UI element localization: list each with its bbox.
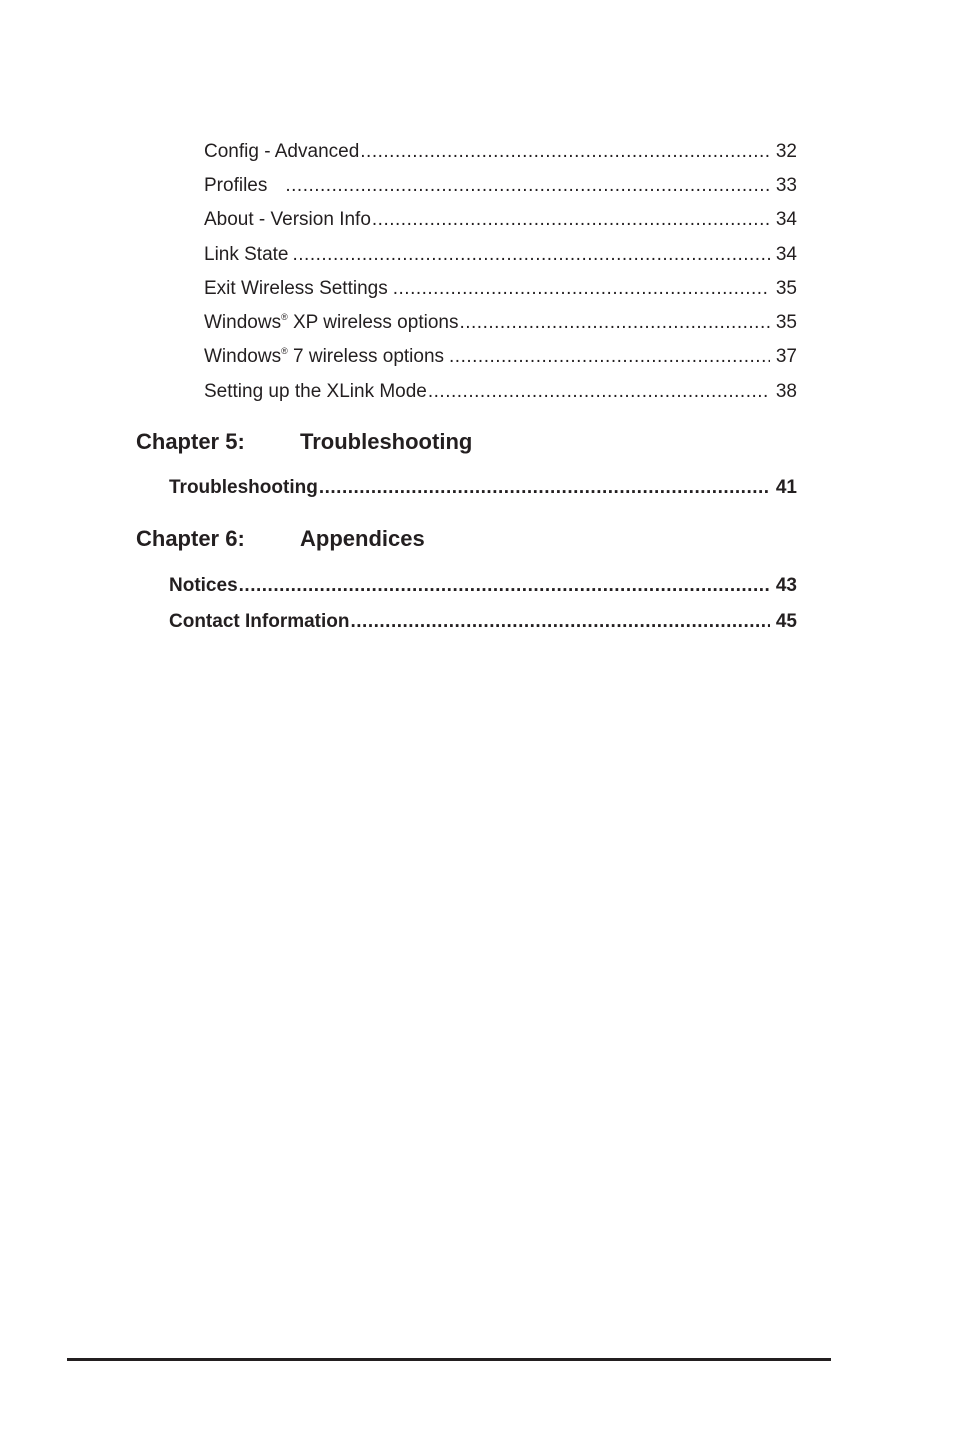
- toc-entry-about-version-info[interactable]: [204, 209, 797, 231]
- toc-entry-notices[interactable]: [169, 575, 797, 597]
- toc-leader-dots: [372, 209, 770, 231]
- toc-entry-title: Exit Wireless Settings: [204, 278, 388, 299]
- toc-entry-title: About - Version Info: [204, 209, 371, 230]
- toc-leader-dots: [351, 611, 770, 633]
- toc-leader-dots: [293, 244, 770, 266]
- toc-entry-page: 34: [775, 209, 797, 230]
- toc-title-brand: Windows: [204, 346, 282, 367]
- toc-title-brand: Windows: [204, 312, 282, 333]
- toc-entry-page: 34: [775, 244, 797, 265]
- toc-title-rest: 7 wireless options: [287, 346, 445, 367]
- toc-entry-page: 32: [775, 141, 797, 162]
- toc-entry-title: Config - Advanced: [204, 141, 360, 162]
- toc-entry-title: Profiles: [204, 175, 268, 196]
- toc-entry-title: Troubleshooting: [169, 477, 318, 498]
- toc-entry-title: [204, 346, 444, 368]
- toc-entry-windows-xp-wireless-options[interactable]: [204, 312, 797, 334]
- toc-entry-page: 41: [775, 477, 797, 498]
- chapter-number: Chapter 5:: [136, 429, 245, 454]
- toc-leader-dots: [459, 312, 769, 334]
- toc-entry-page: 35: [775, 278, 797, 299]
- toc-leader-dots: [285, 175, 770, 197]
- chapter-title: Troubleshooting: [300, 429, 473, 454]
- toc-leader-dots: [319, 477, 770, 499]
- toc-entry-page: 35: [775, 312, 797, 333]
- toc-entry-troubleshooting[interactable]: [169, 477, 797, 499]
- toc-entry-title: Link State: [204, 244, 289, 265]
- toc-entry-title: Notices: [169, 575, 238, 596]
- toc-leader-dots: [360, 141, 770, 163]
- toc-entry-exit-wireless-settings[interactable]: [204, 278, 797, 300]
- toc-leader-dots: [428, 381, 770, 403]
- toc-entry-page: 38: [775, 381, 797, 402]
- toc-title-rest: XP wireless options: [287, 312, 459, 333]
- chapter-number: Chapter 6:: [136, 526, 245, 551]
- toc-entry-page: 33: [775, 175, 797, 196]
- toc-leader-dots: [393, 278, 770, 300]
- toc-entry-title: [204, 312, 458, 334]
- toc-entry-title: Setting up the XLink Mode: [204, 381, 427, 402]
- chapter-title: Appendices: [300, 526, 425, 551]
- toc-entry-setting-up-xlink-mode[interactable]: [204, 381, 797, 403]
- toc-leader-dots: [239, 575, 770, 597]
- toc-entry-contact-information[interactable]: [169, 611, 797, 633]
- toc-entry-profiles[interactable]: [204, 175, 797, 197]
- toc-entry-title: Contact Information: [169, 611, 350, 632]
- registered-mark: ®: [281, 312, 288, 322]
- toc-entry-windows-7-wireless-options[interactable]: [204, 346, 797, 368]
- toc-entry-page: 45: [775, 611, 797, 632]
- toc-entry-config-advanced[interactable]: [204, 141, 797, 163]
- footer-divider: [67, 1358, 831, 1361]
- toc-leader-dots: [449, 346, 770, 368]
- toc-entry-link-state[interactable]: [204, 244, 797, 266]
- registered-mark: ®: [281, 346, 288, 356]
- toc-entry-page: 43: [775, 575, 797, 596]
- toc-entry-page: 37: [775, 346, 797, 367]
